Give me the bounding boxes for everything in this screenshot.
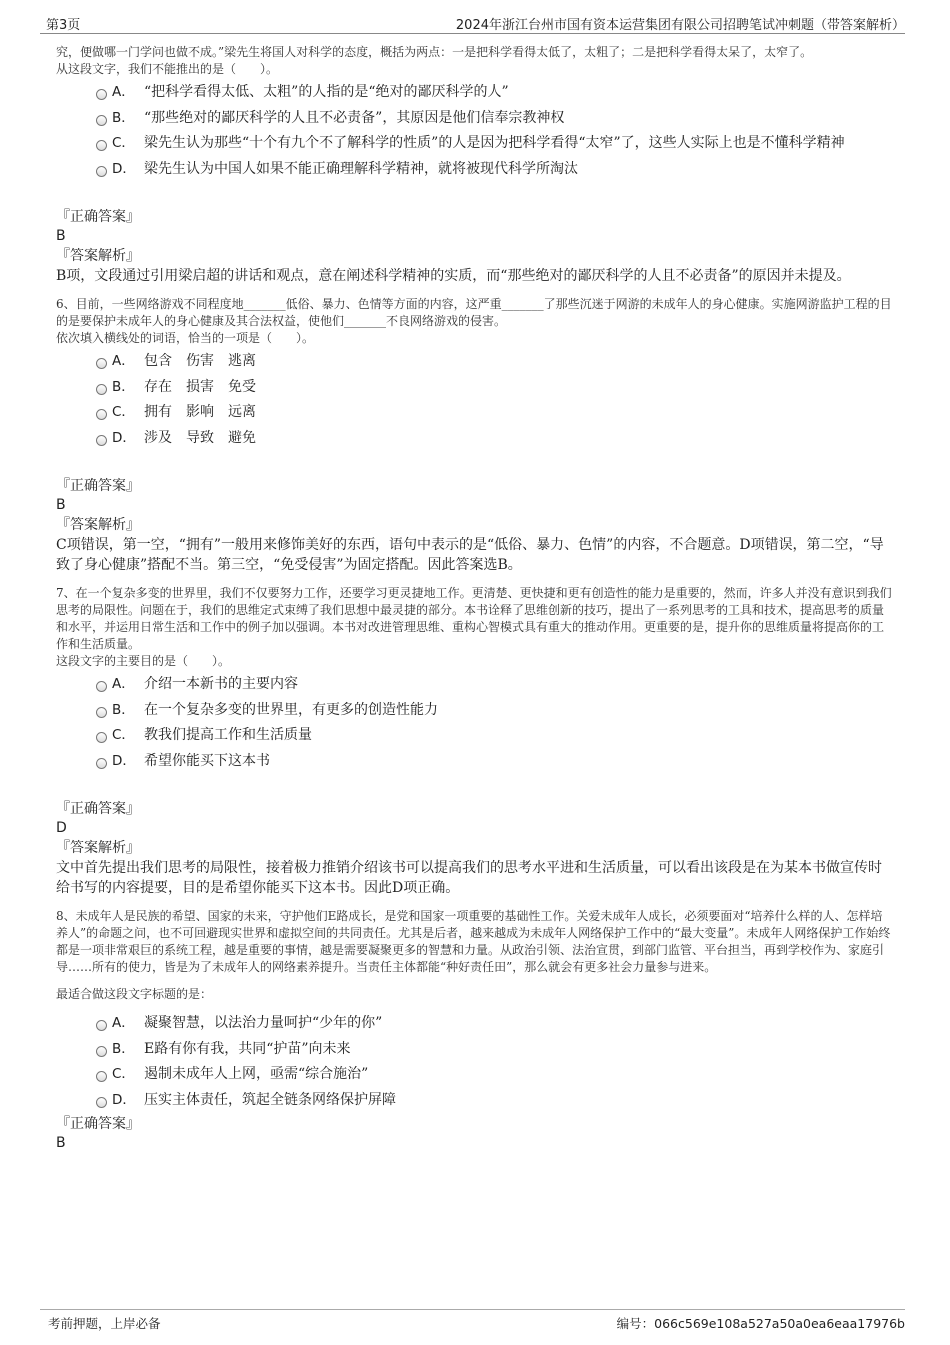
document-title: 2024年浙江台州市国有资本运营集团有限公司招聘笔试冲刺题（带答案解析） — [455, 18, 905, 33]
radio-icon[interactable] — [96, 140, 107, 151]
answer-label: 『正确答案』 — [56, 1116, 140, 1132]
page-header — [40, 14, 905, 34]
question-text: 7、在一个复杂多变的世界里，我们不仅要努力工作，还要学习更灵捷地工作。更清楚、更快捷和更有创造性的能力是重要的，然而，许多人并没有意识到我们思考的局限性。问题在于，我们的思维定式束缚了我们思想中最灵捷的部分。本书诠释了思维创新的技巧，提出了一系列思考的工具和技术，提高思考的质量和水平，并运用日常生活和工作中的例子加以强调。本书对改进管理思维、重构心智模式具有重大的推动作用。更重要的是，提升你的思维质量将提高你的工作和生活质量。 — [56, 586, 892, 651]
option-a[interactable]: A． 凝聚智慧，以法治力量呵护“少年的你” — [56, 1013, 892, 1034]
content — [56, 44, 892, 1152]
radio-icon[interactable] — [96, 707, 107, 718]
options — [56, 82, 892, 180]
radio-icon[interactable] — [96, 115, 107, 126]
answer-value: B — [56, 228, 66, 244]
analysis-text: B项，文段通过引用梁启超的讲话和观点，意在阐述科学精神的实质，而“那些绝对的鄙厌科学的人且不必责备”的原因并未提及。 — [56, 268, 851, 284]
option-a[interactable]: A． 包含 伤害 逃离 — [56, 351, 892, 372]
option-b[interactable]: B． 存在 损害 免受 — [56, 377, 892, 398]
option-c[interactable]: C． 教我们提高工作和生活质量 — [56, 725, 892, 746]
radio-icon[interactable] — [96, 681, 107, 692]
option-a[interactable]: A． “把科学看得太低、太粗”的人指的是“绝对的鄙厌科学的人” — [56, 82, 892, 103]
option-c[interactable]: C． 梁先生认为那些“十个有九个不了解科学的性质”的人是因为把科学看得“太窄”了，这些人实际上也是不懂科学精神 — [56, 133, 892, 154]
option-b[interactable]: B． E路有你有我，共同“护苗”向未来 — [56, 1039, 892, 1060]
radio-icon[interactable] — [96, 1097, 107, 1108]
option-d[interactable]: D． 压实主体责任，筑起全链条网络保护屏障 — [56, 1090, 892, 1111]
page-footer — [40, 1309, 905, 1331]
option-b[interactable]: B． “那些绝对的鄙厌科学的人且不必责备”，其原因是他们信奉宗教神权 — [56, 108, 892, 129]
radio-icon[interactable] — [96, 409, 107, 420]
analysis-label: 『答案解析』 — [56, 517, 140, 533]
option-c[interactable]: C． 拥有 影响 远离 — [56, 402, 892, 423]
question-prompt: 依次填入横线处的词语，恰当的一项是（ ）。 — [56, 331, 315, 345]
analysis-text: C项错误，第一空，“拥有”一般用来修饰美好的东西，语句中表示的是“低俗、暴力、色情”的内容，不合题意。D项错误，第二空，“导致了身心健康”搭配不当。第三空，“免受侵害”为固定搭配。因此答案选B。 — [56, 537, 884, 573]
radio-icon[interactable] — [96, 758, 107, 769]
radio-icon[interactable] — [96, 358, 107, 369]
question-text: 究，便做哪一门学问也做不成。”梁先生将国人对科学的态度，概括为两点：一是把科学看得太低了，太粗了；二是把科学看得太呆了，太窄了。 — [56, 45, 813, 59]
answer-label: 『正确答案』 — [56, 801, 140, 817]
option-a[interactable]: A． 介绍一本新书的主要内容 — [56, 674, 892, 695]
question-6 — [56, 296, 892, 575]
radio-icon[interactable] — [96, 384, 107, 395]
options — [56, 674, 892, 772]
radio-icon[interactable] — [96, 89, 107, 100]
option-c[interactable]: C． 遏制未成年人上网，亟需“综合施治” — [56, 1064, 892, 1085]
question-prompt: 从这段文字，我们不能推出的是（ ）。 — [56, 62, 279, 76]
radio-icon[interactable] — [96, 1071, 107, 1082]
answer-label: 『正确答案』 — [56, 209, 140, 225]
option-b[interactable]: B． 在一个复杂多变的世界里，有更多的创造性能力 — [56, 700, 892, 721]
options — [56, 1013, 892, 1111]
option-d[interactable]: D． 希望你能买下这本书 — [56, 751, 892, 772]
radio-icon[interactable] — [96, 1020, 107, 1031]
answer-value: B — [56, 1135, 66, 1151]
question-8 — [56, 908, 892, 1152]
answer-value: D — [56, 820, 67, 836]
question-prompt: 这段文字的主要目的是（ ）。 — [56, 654, 231, 668]
radio-icon[interactable] — [96, 435, 107, 446]
analysis-text: 文中首先提出我们思考的局限性，接着极力推销介绍该书可以提高我们的思考水平进和生活质量，可以看出该段是在为某本书做宣传时给书写的内容提要，目的是希望你能买下这本书。因此D项正确。 — [56, 860, 882, 896]
radio-icon[interactable] — [96, 1046, 107, 1057]
option-d[interactable]: D． 梁先生认为中国人如果不能正确理解科学精神，就将被现代科学所淘汰 — [56, 159, 892, 180]
question-text: 6、目前，一些网络游戏不同程度地_______低俗、暴力、色情等方面的内容，这严重_______了那些沉迷于网游的未成年人的身心健康。实施网游监护工程的目的是要保护未成年人的身心健康及其合法权益，使他们_______不良网络游戏的侵害。 — [56, 297, 892, 328]
radio-icon[interactable] — [96, 166, 107, 177]
answer-label: 『正确答案』 — [56, 478, 140, 494]
analysis-label: 『答案解析』 — [56, 248, 140, 264]
question-text: 8、未成年人是民族的希望、国家的未来，守护他们E路成长，是党和国家一项重要的基础性工作。关爱未成年人成长，必须要面对“培养什么样的人、怎样培养人”的命题之问，也不可回避现实世界和虚拟空间的共同责任。尤其是后者，越来越成为未成年人网络保护工作中的“最大变量”。未成年人网络保护工作始终都是一项非常艰巨的系统工程，越是重要的事情，越是需要凝聚更多的智慧和力量。从政治引领、法治宣贯，到部门监管、平台担当，再到学校作为、家庭引导……所有的使力，皆是为了未成年人的网络素养提升。当责任主体都能“种好责任田”，那么就会有更多社会力量参与进来。 — [56, 909, 891, 974]
document-id: 编号：066c569e108a527a50a0ea6eaa17976b — [616, 1316, 905, 1331]
question-7 — [56, 585, 892, 898]
question-prompt: 最适合做这段文字标题的是： — [56, 987, 213, 1001]
options — [56, 351, 892, 449]
answer-value: B — [56, 497, 66, 513]
page-number: 第3页 — [46, 18, 81, 33]
question-5 — [56, 44, 892, 286]
radio-icon[interactable] — [96, 732, 107, 743]
option-d[interactable]: D． 涉及 导致 避免 — [56, 428, 892, 449]
footer-slogan: 考前押题，上岸必备 — [48, 1316, 161, 1331]
analysis-label: 『答案解析』 — [56, 840, 140, 856]
